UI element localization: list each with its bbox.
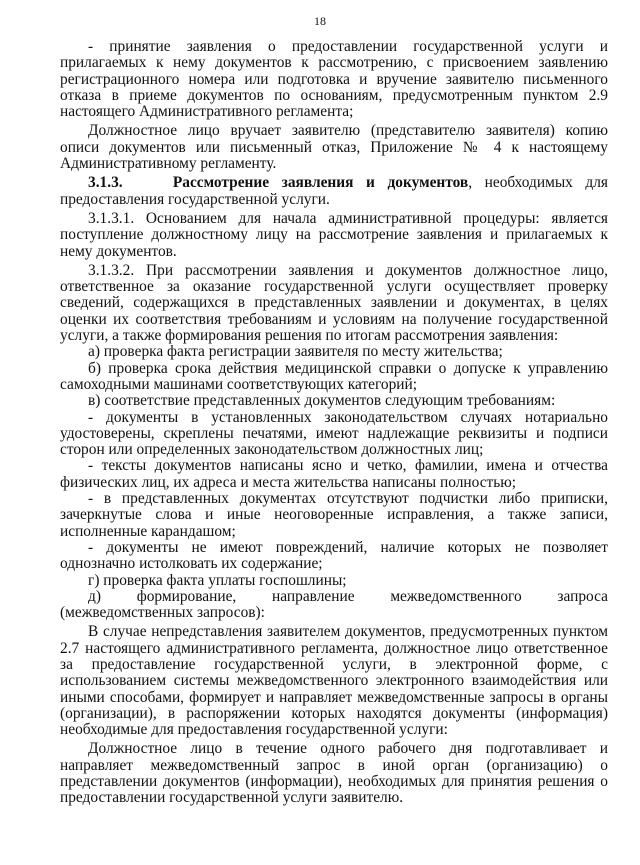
paragraph-copy-handover: Должностное лицо вручает заявителю (представителю заявителя) копию описи документов или письменный отказ, Приложение № 4 к настоящему Административному регламенту. xyxy=(60,122,608,173)
requirement-legible: - тексты документов написаны ясно и четко, фамилии, имена и отчества физических лиц, их адреса и места жительства написаны полностью; xyxy=(60,457,608,491)
document-body xyxy=(60,39,608,807)
list-item-d: д) формирование, направление межведомственного запроса (межведомственных запросов): xyxy=(60,587,608,622)
section-title: Рассмотрение заявления и документов xyxy=(172,174,469,192)
list-item-b: б) проверка срока действия медицинской справки о допуске к управлению самоходными машинами соответствующих категорий; xyxy=(60,359,608,393)
paragraph-3-1-3-1: 3.1.3.1. Основанием для начала административной процедуры: является поступление должностному лицу на рассмотрение заявления и прилагаемых к нему документов. xyxy=(60,209,608,260)
list-item-g: г) проверка факта уплаты госпошлины; xyxy=(88,571,347,589)
paragraph-one-day-request: Должностное лицо в течение одного рабочего дня подготавливает и направляет межведомственный запрос в иной орган (организацию) о представлении документов (информации), необходимых для принятия решения о предоставлении государственной услуги заявителю. xyxy=(60,740,608,807)
section-number: 3.1.3. xyxy=(88,174,123,192)
paragraph-acceptance: - принятие заявления о предоставлении государственной услуги и прилагаемых к нему документов к рассмотрению, с присвоением заявлению регистрационного номера или подготовка и вручение заявителю письменного отказа в приеме документов по основаниям, предусмотренным пунктом 2.9 настоящего Административного регламента; xyxy=(60,38,608,121)
list-item-a: а) проверка факта регистрации заявителя по месту жительства; xyxy=(88,343,503,361)
requirement-notarized: - документы в установленных законодательством случаях нотариально удостоверены, скреплены печатями, имеют надлежащие реквизиты и подписи сторон или определенных законодательством должностных лиц; xyxy=(60,408,608,459)
requirement-no-corrections: - в представленных документах отсутствуют подчистки либо приписки, зачеркнутые слова и иные неоговоренные исправления, а также записи, исполненные карандашом; xyxy=(60,490,608,540)
paragraph-3-1-3-2: 3.1.3.2. При рассмотрении заявления и документов должностное лицо, ответственное за оказание государственной услуги осуществляет проверку сведений, содержащихся в представленных заявлении и документах, в целях оценки их соответствия требованиям и условиям на получение государственной услуги, а также формирования решения по итогам рассмотрения заявления: xyxy=(60,261,608,345)
requirement-no-damage: - документы не имеют повреждений, наличие которых не позволяет однозначно истолковать их содержание; xyxy=(60,538,608,573)
section-heading-3-1-3 xyxy=(60,175,608,208)
paragraph-interagency-request: В случае непредставления заявителем документов, предусмотренных пунктом 2.7 настоящего административного регламента, должностное лицо ответственное за предоставление государственной услуги, в электронной форме, с использованием системы межведомственного электронного взаимодействия или иными способами, формирует и направляет межведомственные запросы в органы (организации), в распоряжении которых находятся документы (информация) необходимые для предоставления государственной услуги: xyxy=(60,623,608,739)
list-item-v: в) соответствие представленных документов следующим требованиям: xyxy=(88,392,556,410)
section-title-rest: , необходимых для предоставления государственной услуги. xyxy=(60,174,609,208)
page-number: 18 xyxy=(314,14,326,28)
